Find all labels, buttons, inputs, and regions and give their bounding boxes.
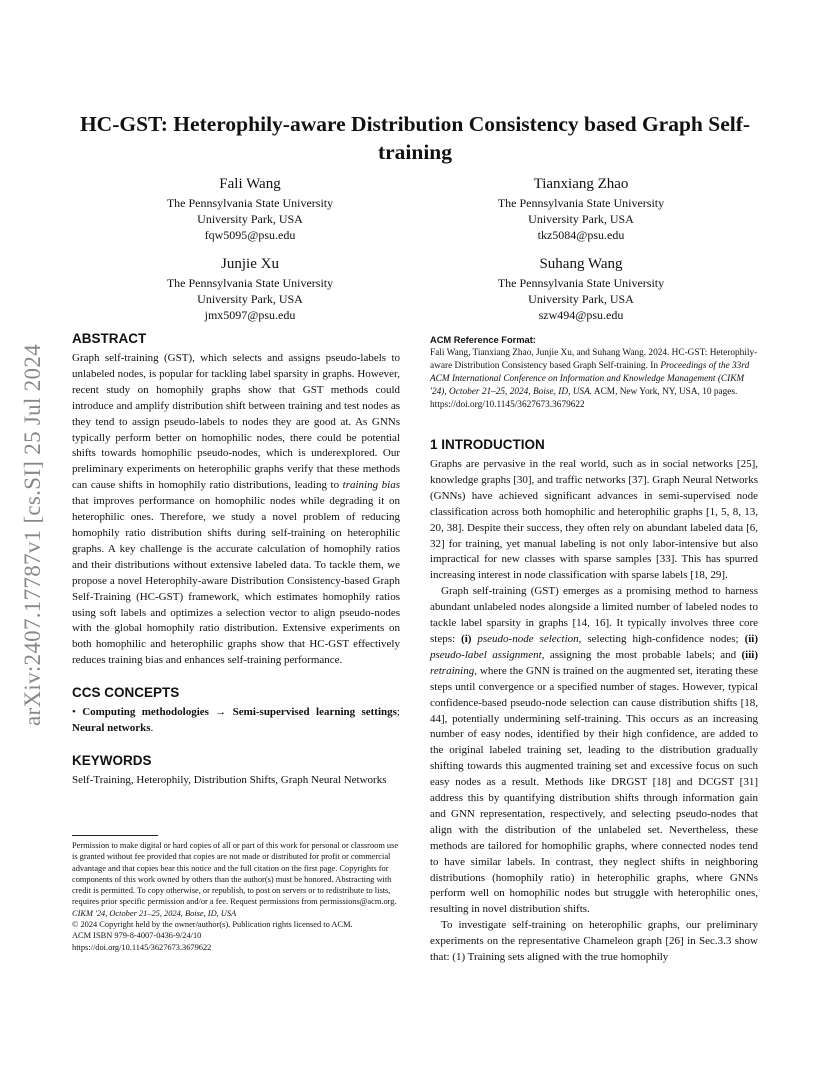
author-block (120, 255, 380, 323)
intro-paragraph: Graphs are pervasive in the real world, such as in social networks [25], knowledge graphs [30], and traffic networks [37]. Graph Neural Networks (GNNs) have achieved significant advances in semi-supervised node classification across both homophilic and heterophilic graphs [1, 5, 8, 13, 20, 38]. Despite their success, they often rely on abundant labeled data [6, 32] for training, yet manual labeling is not only labor-intensive but also impractical for new classes with sparse samples [33]. This has spurred increasing interest in node classification with sparse labels [18, 29]. (430, 458, 758, 582)
ccs-text: • Computing methodologies → Semi-supervised learning settings; Neural networks. (72, 706, 400, 735)
abstract-text: Graph self-training (GST), which selects and assigns pseudo-labels to unlabeled nodes, is popular for tackling label sparsity in graphs. However, recent study on homophily graphs show that GST methods could introduce and amplify distribution shift between training and test nodes as they tend to assign pseudo-labels to nodes they are good at. As GNNs typically perform better on homophilic nodes, there could be potential shifts towards homophilic pseudo-nodes, which is underexplored. Our preliminary experiments on heterophilic graphs verify that these methods can cause shifts in homophily ratio distributions, leading to training bias that improves performance on homophilic nodes while degrading it on heterophilic ones. Therefore, we study a novel problem of reducing homophily ratio distribution shifts during self-training on heterophilic graphs. A key challenge is the accurate calculation of homophily ratios and their distributions without extensive labeled data. To tackle them, we propose a novel Heterophily-aware Distribution Consistency-based Graph Self-Training (HC-GST) framework, which estimates homophily ratios using soft labels and optimizes a selection vector to align pseudo-nodes with the global homophily ratio distribution. Extensive experiments on both homophilic and heterophilic graphs show that HC-GST effectively reduces training bias and enhances self-training performance. (72, 352, 400, 667)
copyright-footnote (72, 835, 400, 953)
author-location: University Park, USA (197, 292, 303, 306)
footnote-divider (72, 835, 158, 836)
permission-notice: Permission to make digital or hard copies of all or part of this work for personal or classroom use is granted without fee provided that copies are not made or distributed for profit or commercial advantage and that copies bear this notice and the full citation on the first page. Copyrights for components of this work owned by others than the author(s) must be honored. Abstracting with credit is permitted. To copy otherwise, or republish, to post on servers or to redistribute to lists, requires prior specific permission and/or a fee. Request permissions from permissions@acm.org. (72, 841, 399, 907)
author-location: University Park, USA (528, 212, 634, 226)
author-block (120, 175, 380, 243)
author-email[interactable]: fqw5095@psu.edu (204, 228, 296, 242)
acm-reference-text: Fali Wang, Tianxiang Zhao, Junjie Xu, and Suhang Wang. 2024. HC-GST: Heterophily-aware Distribution Consistency based Graph Self-training. In Proceedings of the 33rd ACM International Conference on Information and Knowledge Management (CIKM '24), October 21–25, 2024, Boise, ID, USA. ACM, New York, NY, USA, 10 pages. https://doi.org/10.1145/3627673.3679622 (430, 348, 758, 410)
copyright-line: © 2024 Copyright held by the owner/author(s). Publication rights licensed to ACM. (72, 920, 353, 930)
author-affiliation: The Pennsylvania State University (166, 276, 334, 290)
right-column (430, 436, 758, 966)
isbn-line: ACM ISBN 979-8-4007-0436-9/24/10 (72, 931, 202, 941)
intro-paragraph: To investigate self-training on heterophilic graphs, our preliminary experiments on the representative Chameleon graph [26] in Sec.3.3 show that: (1) Training sets aligned with the true homophily (430, 919, 758, 964)
keywords-text: Self-Training, Heterophily, Distribution Shifts, Graph Neural Networks (72, 773, 387, 786)
author-name: Junjie Xu (221, 256, 279, 272)
ccs-heading: CCS CONCEPTS (72, 685, 180, 701)
conference-line: CIKM '24, October 21–25, 2024, Boise, ID, USA (72, 908, 237, 918)
author-email[interactable]: tkz5084@psu.edu (537, 228, 625, 242)
keywords-heading: KEYWORDS (72, 752, 152, 768)
author-block (451, 175, 711, 243)
author-email[interactable]: szw494@psu.edu (538, 308, 624, 322)
introduction-heading: 1 INTRODUCTION (430, 437, 545, 452)
author-block (451, 255, 711, 323)
author-location: University Park, USA (528, 292, 634, 306)
author-affiliation: The Pennsylvania State University (497, 276, 665, 290)
abstract-heading: ABSTRACT (72, 331, 147, 346)
author-name: Tianxiang Zhao (533, 176, 629, 192)
author-affiliation: The Pennsylvania State University (166, 196, 334, 210)
paper-title: HC-GST: Heterophily-aware Distribution Consistency based Graph Self-training (79, 112, 751, 164)
author-affiliation: The Pennsylvania State University (497, 196, 665, 210)
arxiv-stamp: arXiv:2407.17787v1 [cs.SI] 25 Jul 2024 (20, 344, 45, 726)
author-name: Fali Wang (219, 176, 281, 192)
doi-link[interactable]: https://doi.org/10.1145/3627673.3679622 (72, 942, 212, 952)
author-name: Suhang Wang (539, 256, 623, 272)
acm-reference-label: ACM Reference Format: (430, 335, 536, 345)
left-column (72, 330, 400, 789)
intro-paragraph: Graph self-training (GST) emerges as a promising method to harness abundant unlabeled nodes alongside a limited number of labeled nodes to tackle label sparsity in graphs [14, 16]. It typically involves three core steps: (i) pseudo-node selection, selecting high-confidence nodes; (ii) pseudo-label assignment, assigning the most probable labels; and (iii) retraining, where the GNN is trained on the augmented set, iterating these steps until convergence or a specified number of stages. However, typical confidence-based pseudo-node selection can cause distribution shifts [18, 44], potentially undermining self-training. This occurs as an increasing number of easy nodes, identified by their high confidence, are added to the original labeled training set, leading to the distribution gradually shifting towards this augmented training set and excessive focus on such easy nodes as a result. Methods like DRGST [18] and DCGST [31] address this by quantifying distribution shifts through information gain and GNN representation, respectively, and selecting pseudo-nodes that align with the distribution of the unlabeled set. Nevertheless, these methods are tailored for homophilic graphs, where connected nodes tend to have similar labels. In contrast, they neglect shifts in neighboring distributions (homophily ratio) in heterophilic graphs, where GNNs perform well on homophilic nodes but struggle with heterophilic ones, resulting in novel distribution shifts. (430, 585, 759, 916)
author-location: University Park, USA (197, 212, 303, 226)
acm-reference (430, 334, 758, 412)
author-email[interactable]: jmx5097@psu.edu (204, 308, 296, 322)
